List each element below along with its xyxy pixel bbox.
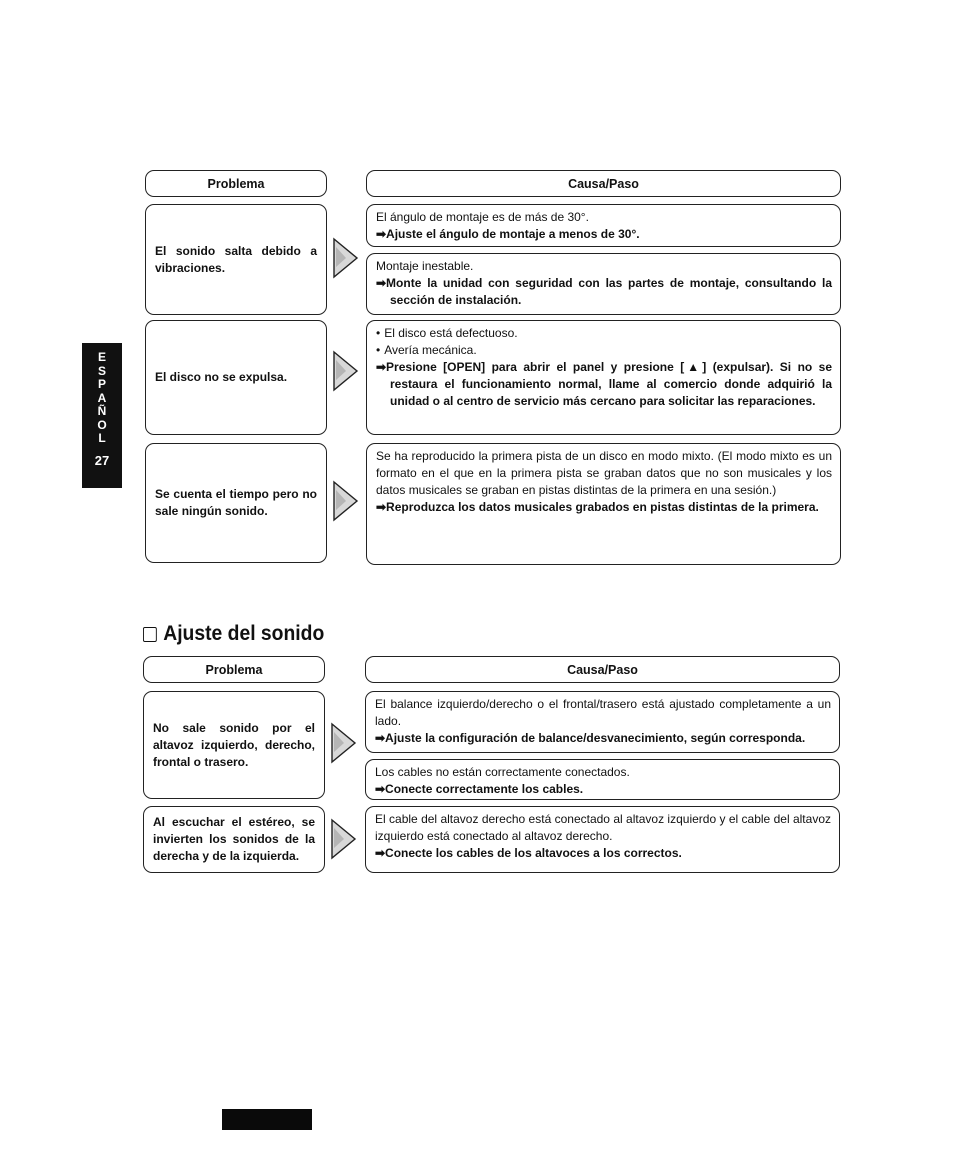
- section-title-text: Ajuste del sonido: [163, 622, 325, 645]
- tab-letter: S: [97, 363, 106, 378]
- cause-text: El balance izquierdo/derecho o el frontal/trasero está ajustado completamente a un lado.: [375, 697, 831, 728]
- cause-text: Se ha reproducido la primera pista de un disco en modo mixto. (El modo mixto es un formato en el que en la primera pista se graban datos que no son musicales y los datos musicales se graban en pistas distintas de la primera en una sesión.): [376, 449, 832, 497]
- triangle-arrow-icon: [332, 237, 360, 279]
- step-text: ➡Reproduzca los datos musicales grabados en pistas distintas de la primera.: [376, 500, 819, 514]
- step-text: ➡Presione [OPEN] para abrir el panel y presione [▲] (expulsar). Si no se restaura el funcionamiento normal, llame al comercio donde adquirió la unidad o al centro de servicio más cercano para solicitar las reparaciones.: [376, 360, 832, 408]
- problem-cell: [143, 806, 325, 873]
- footer-bar: [222, 1109, 312, 1130]
- problem-text: Se cuenta el tiempo pero no sale ningún sonido.: [155, 487, 317, 518]
- cause-cell: [365, 691, 840, 753]
- cause-cell: [366, 253, 841, 315]
- triangle-arrow-icon: [330, 818, 358, 860]
- step-text: ➡Ajuste la configuración de balance/desvanecimiento, según corresponda.: [375, 731, 806, 745]
- tab-letter: P: [97, 377, 106, 391]
- problem-cell: [145, 320, 327, 435]
- cause-column-header: Causa/Paso: [365, 656, 840, 683]
- problem-text: No sale sonido por el altavoz izquierdo, derecho, frontal o trasero.: [153, 720, 315, 769]
- cause-cell: [366, 443, 841, 565]
- cause-cell: [365, 806, 840, 873]
- problem-text: El disco no se expulsa.: [155, 370, 288, 384]
- section-title: [143, 620, 419, 648]
- cause-text: El ángulo de montaje es de más de 30°.: [376, 210, 589, 224]
- step-text: ➡Conecte correctamente los cables.: [375, 782, 584, 796]
- cause-column-header: Causa/Paso: [366, 170, 841, 197]
- problem-cell: [145, 443, 327, 563]
- cause-cell: [366, 204, 841, 247]
- cause-text: Montaje inestable.: [376, 259, 474, 273]
- problem-text: El sonido salta debido a vibraciones.: [155, 243, 317, 275]
- page-number: 27: [94, 452, 110, 468]
- triangle-arrow-icon: [332, 350, 360, 392]
- problem-column-header: Problema: [143, 656, 325, 683]
- problem-text: Al escuchar el estéreo, se invierten los sonidos de la derecha y de la izquierda.: [153, 815, 315, 863]
- cause-bullet: • El disco está defectuoso.: [376, 325, 832, 342]
- triangle-arrow-icon: [332, 480, 360, 522]
- cause-text: Los cables no están correctamente conectados.: [375, 765, 630, 779]
- square-bullet-icon: [143, 627, 157, 642]
- cause-text: El cable del altavoz derecho está conectado al altavoz izquierdo y el cable del altavoz izquierdo está conectado al altavoz derecho.: [375, 812, 831, 843]
- problem-column-header: Problema: [145, 170, 327, 197]
- cause-cell: [366, 320, 841, 435]
- tab-letter: L: [98, 431, 106, 445]
- cause-bullet: • Avería mecánica.: [376, 342, 832, 359]
- cause-cell: [365, 759, 840, 800]
- triangle-arrow-icon: [330, 722, 358, 764]
- tab-letter: A: [97, 390, 107, 405]
- step-text: ➡Conecte los cables de los altavoces a los correctos.: [375, 846, 682, 860]
- tab-letter: O: [97, 417, 107, 432]
- step-text: ➡Monte la unidad con seguridad con las partes de montaje, consultando la sección de instalación.: [376, 276, 832, 307]
- tab-letter: Ñ: [97, 404, 107, 418]
- tab-letter: E: [97, 350, 106, 364]
- step-text: ➡Ajuste el ángulo de montaje a menos de 30°.: [376, 227, 640, 241]
- problem-cell: [145, 204, 327, 315]
- problem-cell: [143, 691, 325, 799]
- language-side-tab: [82, 343, 122, 488]
